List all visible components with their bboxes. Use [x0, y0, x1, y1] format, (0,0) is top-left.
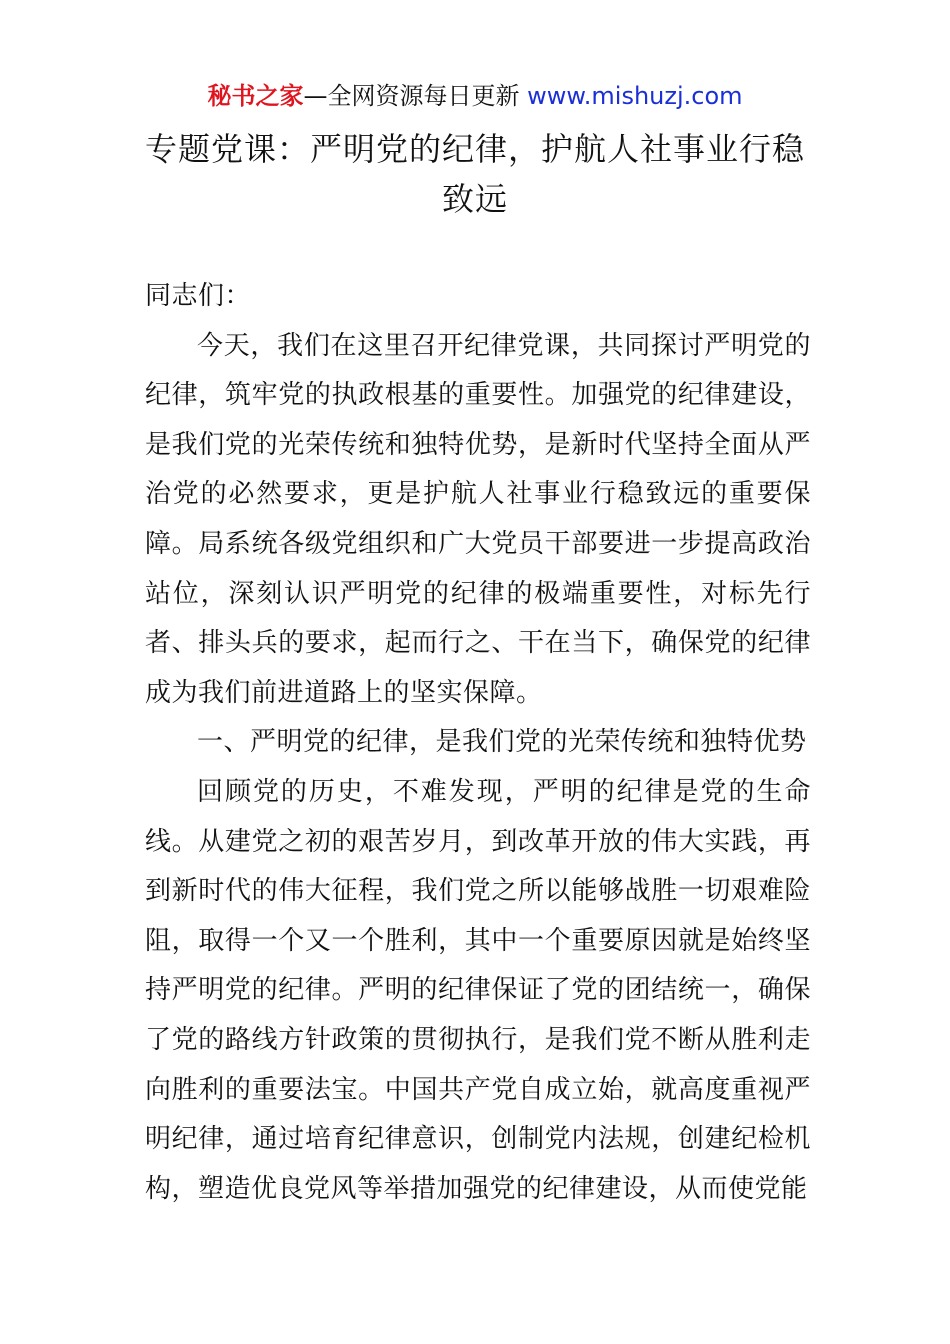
banner-tagline: —全网资源每日更新: [303, 82, 528, 110]
section-heading-1: 一、严明党的纪律，是我们党的光荣传统和独特优势: [197, 727, 807, 758]
paragraph-intro: 今天，我们在这里召开纪律党课，共同探讨严明党的纪律，筑牢党的执政根基的重要性。加强党的纪律建设，是我们党的光荣传统和独特优势，是新时代坚持全面从严治党的必然要求，更是护航人社事业行稳致远的重要保障。局系统各级党组织和广大党员干部要进一步提高政治站位，深刻认识严明党的纪律的极端重要性，对标先行者、排头兵的要求，起而行之、干在当下，确保党的纪律成为我们前进道路上的坚实保障。: [145, 330, 811, 708]
banner-brand: 秘书之家: [207, 82, 304, 110]
paragraph-history: 回顾党的历史，不难发现，严明的纪律是党的生命线。从建党之初的艰苦岁月，到改革开放的伟大实践，再到新时代的伟大征程，我们党之所以能够战胜一切艰难险阻，取得一个又一个胜利，其中一个重要原因就是始终坚持严明党的纪律。严明的纪律保证了党的团结统一，确保了党的路线方针政策的贯彻执行，是我们党不断从胜利走向胜利的重要法宝。中国共产党自成立始，就高度重视严明纪律，通过培育纪律意识，创制党内法规，创建纪检机构，塑造优良党风等举措加强党的纪律建设，从而使党能: [145, 776, 811, 1204]
site-banner: [0, 80, 950, 112]
document-title: 专题党课：严明党的纪律，护航人社事业行稳致远: [144, 130, 805, 218]
banner-url-link[interactable]: www.mishuzj.com: [527, 82, 743, 110]
document-body: [145, 272, 811, 1214]
salutation: 同志们：: [145, 281, 252, 311]
